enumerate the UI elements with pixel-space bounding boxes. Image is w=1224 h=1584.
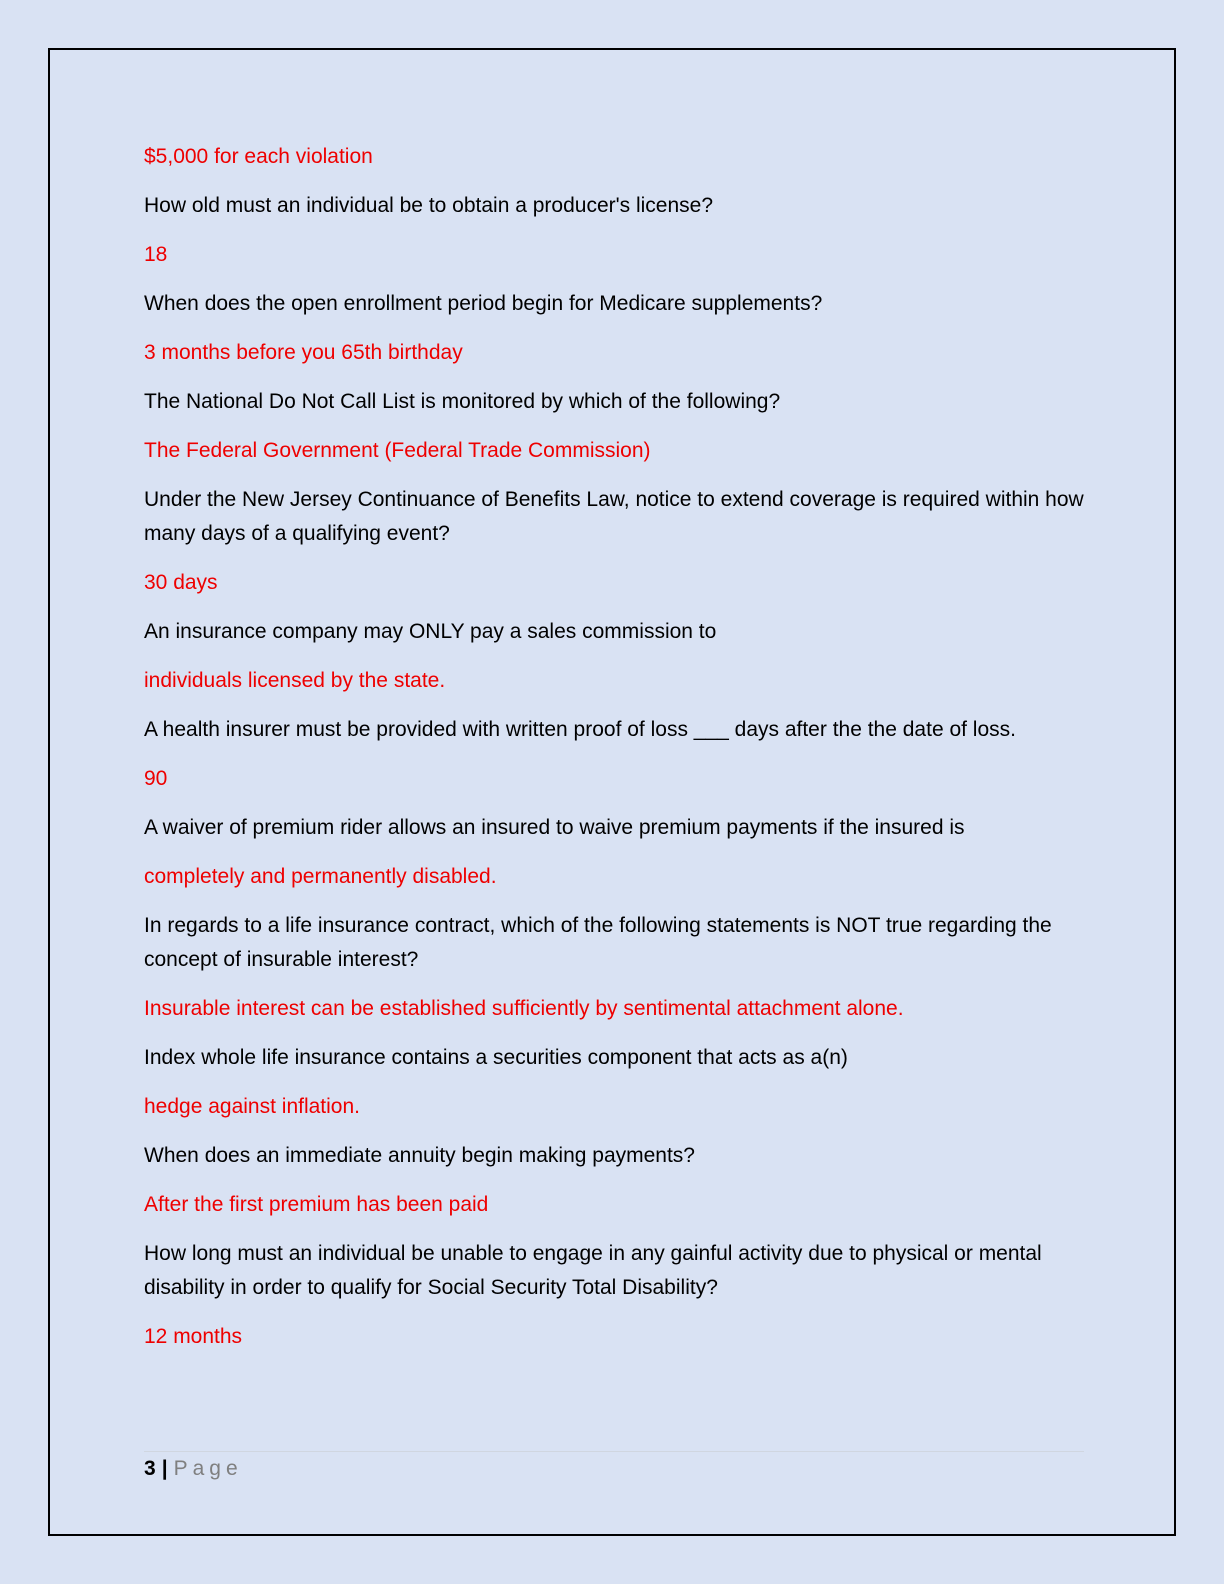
question-text: How long must an individual be unable to engage in any gainful activity due to physical or mental disability in order to qualify for Social Security Total Disability? (144, 1242, 1042, 1299)
answer-text: 3 months before you 65th birthday (144, 341, 463, 364)
answer-text: 18 (144, 243, 168, 266)
answer-text: $5,000 for each violation (144, 145, 373, 168)
question-text: Index whole life insurance contains a securities component that acts as a(n) (144, 1046, 848, 1069)
question-text: A waiver of premium rider allows an insured to waive premium payments if the insured is (144, 816, 965, 839)
question-text: Under the New Jersey Continuance of Benefits Law, notice to extend coverage is required within how many days of a qualifying event? (144, 488, 1084, 545)
page-footer (144, 1454, 243, 1484)
question-text: When does an immediate annuity begin making payments? (144, 1144, 695, 1167)
question-text: An insurance company may ONLY pay a sales commission to (144, 620, 717, 643)
answer-text: 90 (144, 767, 168, 790)
footer-divider (144, 1451, 1084, 1452)
page-label: Page (173, 1457, 243, 1480)
answer-text: 12 months (144, 1325, 243, 1348)
footer-separator: | (161, 1457, 168, 1480)
answer-text: After the first premium has been paid (144, 1193, 489, 1216)
answer-text: Insurable interest can be established sufficiently by sentimental attachment alone. (144, 997, 904, 1020)
answer-text: 30 days (144, 571, 218, 594)
question-text: A health insurer must be provided with written proof of loss ___ days after the the date of loss. (144, 718, 1016, 741)
answer-text: The Federal Government (Federal Trade Commission) (144, 439, 651, 462)
answer-text: completely and permanently disabled. (144, 865, 497, 888)
page-number: 3 (144, 1457, 156, 1480)
question-text: When does the open enrollment period begin for Medicare supplements? (144, 292, 823, 315)
question-text: How old must an individual be to obtain a producer's license? (144, 194, 714, 217)
answer-text: individuals licensed by the state. (144, 669, 446, 692)
question-text: In regards to a life insurance contract, which of the following statements is NOT true regarding the concept of insurable interest? (144, 914, 1052, 971)
question-text: The National Do Not Call List is monitored by which of the following? (144, 390, 781, 413)
answer-text: hedge against inflation. (144, 1095, 360, 1118)
document-body (144, 140, 1084, 1369)
